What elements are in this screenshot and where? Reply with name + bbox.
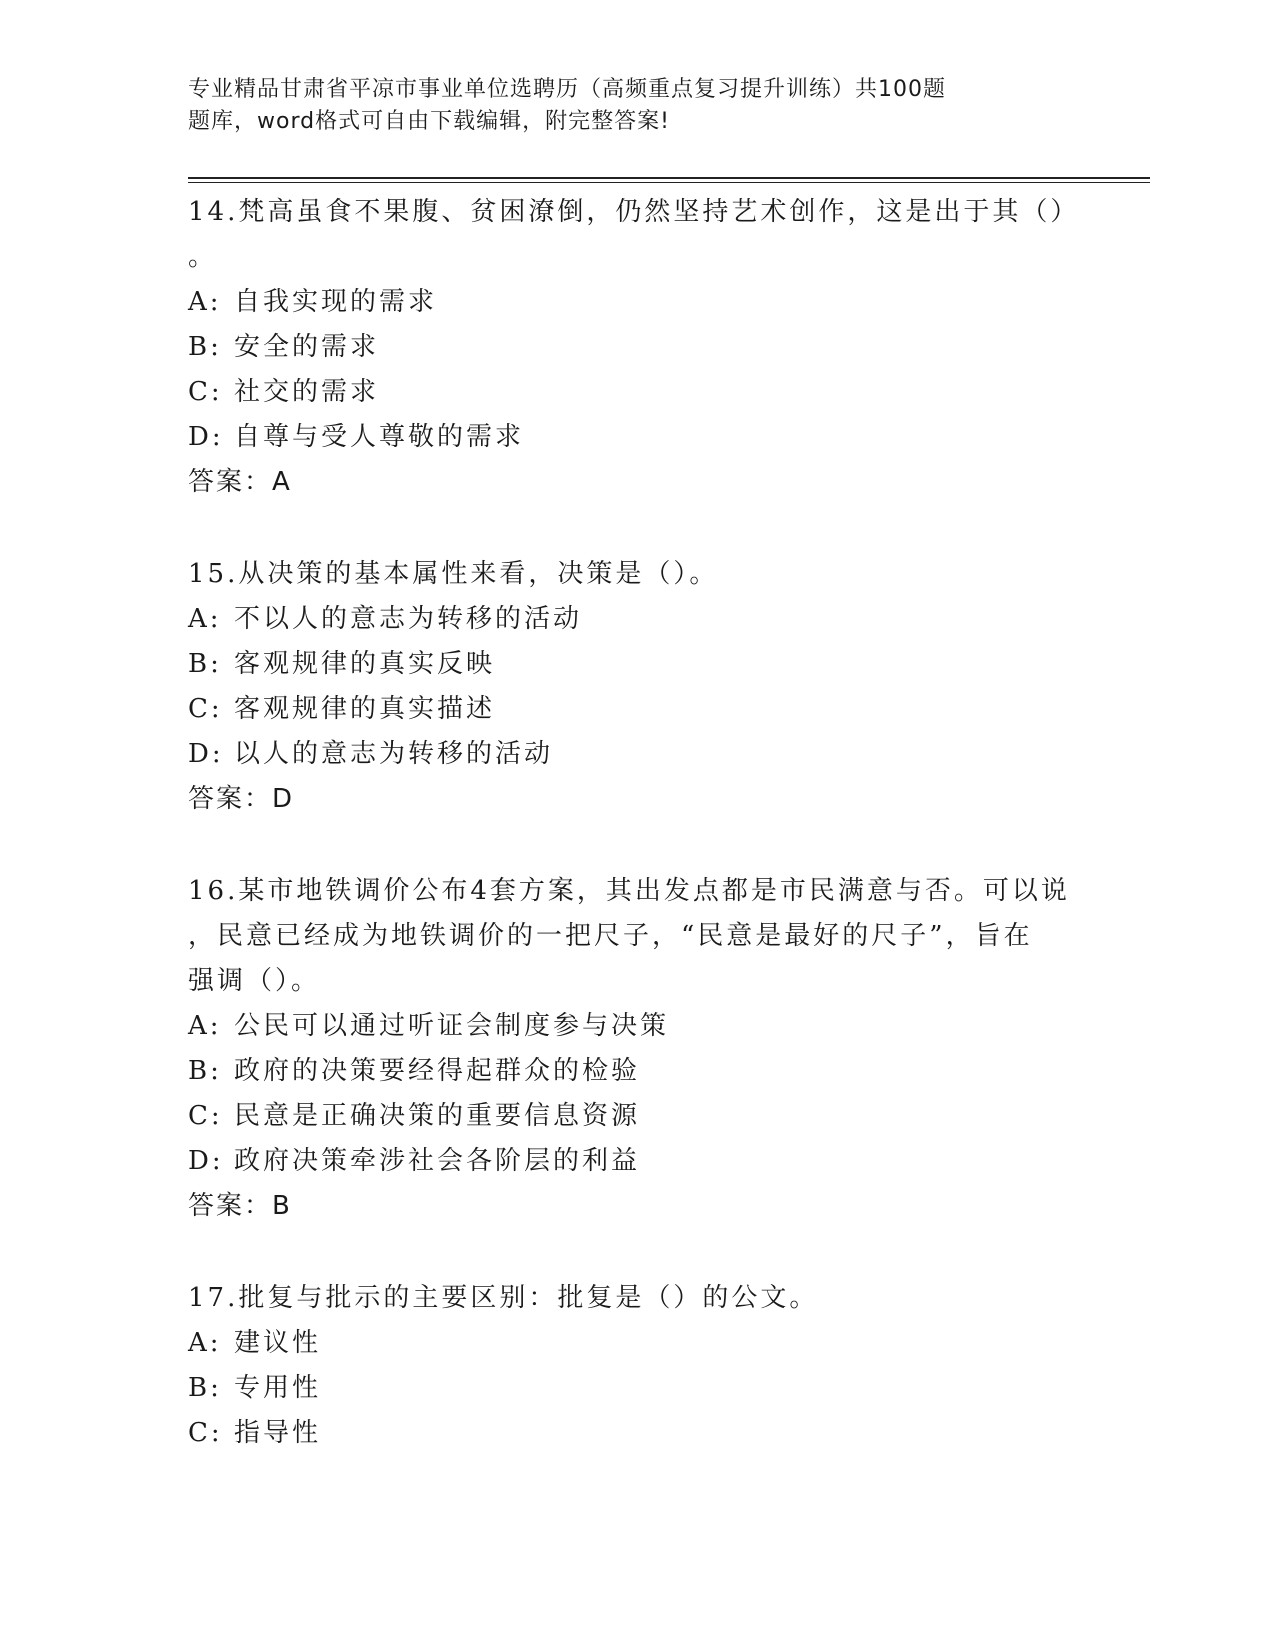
answer-option — [188, 642, 1118, 687]
answer-option — [188, 1049, 1118, 1094]
option-letter: A: — [188, 1328, 222, 1358]
answer-option — [188, 597, 1118, 642]
question-stem-line: ，民意已经成为地铁调价的一把尺子，“民意是最好的尺子”，旨在 — [188, 921, 1033, 951]
question-stem-line: 15.从决策的基本属性来看，决策是（）。 — [188, 559, 719, 589]
option-text: 建议性 — [234, 1328, 322, 1358]
option-letter: A: — [188, 1011, 222, 1041]
option-letter: B: — [188, 1373, 222, 1403]
answer-key: 答案：B — [188, 1191, 292, 1221]
option-text: 自我实现的需求 — [234, 287, 438, 317]
option-letter: D: — [188, 1146, 224, 1176]
option-letter: B: — [188, 649, 222, 679]
document-header — [188, 74, 1088, 138]
question-stem-line: 。 — [188, 242, 218, 272]
answer-option — [188, 1004, 1118, 1049]
option-letter: D: — [188, 739, 224, 769]
answer-option — [188, 415, 1118, 460]
question-stem-line: 16.某市地铁调价公布4套方案，其出发点都是市民满意与否。可以说 — [188, 876, 1070, 906]
option-text: 安全的需求 — [234, 332, 380, 362]
answer-key: 答案：D — [188, 784, 295, 814]
answer-option — [188, 325, 1118, 370]
option-letter: C: — [188, 377, 223, 407]
question-stem-line: 17.批复与批示的主要区别：批复是（）的公文。 — [188, 1283, 819, 1313]
answer-option — [188, 370, 1118, 415]
question-list — [188, 190, 1118, 1503]
answer-option — [188, 687, 1118, 732]
header-line-1: 专业精品甘肃省平凉市事业单位选聘历（高频重点复习提升训练）共100题 — [188, 77, 946, 102]
option-text: 专用性 — [234, 1373, 322, 1403]
option-text: 自尊与受人尊敬的需求 — [234, 422, 525, 452]
question-block — [188, 552, 1118, 822]
question-block — [188, 190, 1118, 505]
option-text: 客观规律的真实描述 — [234, 694, 496, 724]
option-text: 以人的意志为转移的活动 — [234, 739, 554, 769]
option-text: 社交的需求 — [234, 377, 380, 407]
option-letter: D: — [188, 422, 224, 452]
answer-option — [188, 280, 1118, 325]
answer-option — [188, 1411, 1118, 1456]
option-text: 公民可以通过听证会制度参与决策 — [234, 1011, 670, 1041]
option-letter: C: — [188, 1101, 223, 1131]
question-stem-line: 强调（）。 — [188, 966, 321, 996]
option-text: 政府决策牵涉社会各阶层的利益 — [234, 1146, 641, 1176]
option-text: 民意是正确决策的重要信息资源 — [234, 1101, 641, 1131]
option-text: 不以人的意志为转移的活动 — [234, 604, 583, 634]
option-letter: A: — [188, 604, 222, 634]
option-text: 政府的决策要经得起群众的检验 — [234, 1056, 641, 1086]
question-stem-line: 14.梵高虽食不果腹、贫困潦倒，仍然坚持艺术创作，这是出于其（） — [188, 197, 1080, 227]
answer-option — [188, 732, 1118, 777]
question-block — [188, 869, 1118, 1229]
header-line-2: 题库，word格式可自由下载编辑，附完整答案! — [188, 109, 670, 134]
answer-option — [188, 1366, 1118, 1411]
answer-option — [188, 1321, 1118, 1366]
option-letter: C: — [188, 1418, 223, 1448]
question-block — [188, 1276, 1118, 1456]
option-letter: B: — [188, 332, 222, 362]
header-divider-thick — [188, 177, 1150, 179]
answer-option — [188, 1139, 1118, 1184]
answer-option — [188, 1094, 1118, 1139]
header-divider-thin — [188, 182, 1150, 183]
option-text: 客观规律的真实反映 — [234, 649, 496, 679]
answer-key: 答案：A — [188, 467, 292, 497]
option-text: 指导性 — [234, 1418, 322, 1448]
option-letter: C: — [188, 694, 223, 724]
option-letter: A: — [188, 287, 222, 317]
option-letter: B: — [188, 1056, 222, 1086]
